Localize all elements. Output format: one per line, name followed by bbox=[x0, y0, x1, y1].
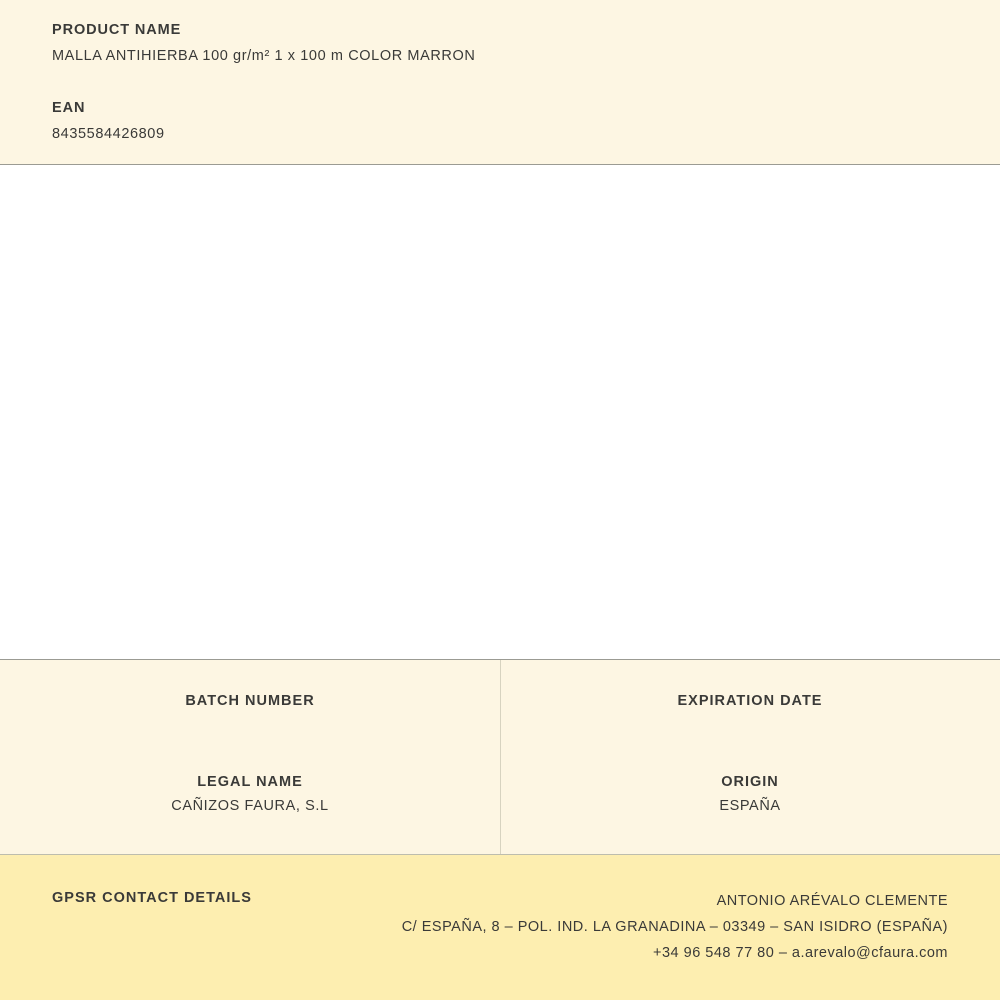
expiration-date-label: EXPIRATION DATE bbox=[677, 693, 823, 709]
gpsr-contact-address: C/ ESPAÑA, 8 – POL. IND. LA GRANADINA – 03349 – SAN ISIDRO (ESPAÑA) bbox=[401, 919, 948, 935]
batch-number-cell bbox=[0, 693, 500, 717]
product-image-area bbox=[0, 165, 1000, 660]
expiration-date-cell bbox=[500, 693, 1000, 717]
gpsr-contact-phone-email: +34 96 548 77 80 – a.arevalo@cfaura.com bbox=[653, 945, 948, 961]
product-name-value: MALLA ANTIHIERBA 100 gr/m² 1 x 100 m COLOR MARRON bbox=[52, 48, 476, 64]
ean-label: EAN bbox=[52, 100, 86, 116]
batch-origin-block bbox=[0, 660, 1000, 855]
gpsr-contact-details bbox=[402, 888, 948, 966]
origin-cell bbox=[500, 774, 1000, 814]
product-info-block bbox=[0, 0, 1000, 165]
vertical-divider bbox=[500, 660, 501, 854]
ean-value: 8435584426809 bbox=[52, 126, 165, 142]
legal-name-value: CAÑIZOS FAURA, S.L bbox=[171, 798, 329, 814]
product-name-label: PRODUCT NAME bbox=[52, 22, 182, 38]
gpsr-contact-label: GPSR CONTACT DETAILS bbox=[52, 890, 252, 906]
gpsr-footer bbox=[0, 855, 1000, 1000]
gpsr-contact-name: ANTONIO ARÉVALO CLEMENTE bbox=[716, 893, 948, 909]
legal-name-cell bbox=[0, 774, 500, 814]
batch-number-label: BATCH NUMBER bbox=[185, 693, 315, 709]
legal-name-label: LEGAL NAME bbox=[197, 774, 303, 790]
origin-value: ESPAÑA bbox=[719, 798, 781, 814]
ean-group bbox=[52, 100, 948, 142]
origin-label: ORIGIN bbox=[721, 774, 779, 790]
